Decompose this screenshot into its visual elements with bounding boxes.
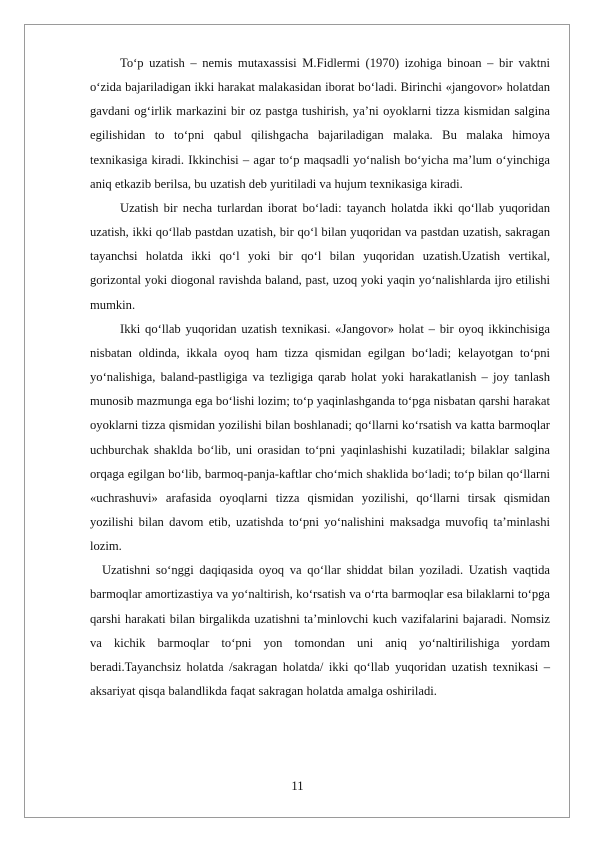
paragraph-passing-definition: To‘p uzatish – nemis mutaxassisi M.Fidlermi (1970) izohiga binoan – bir vaktni o‘zida bajariladigan ikki harakat malakasidan iborat bo‘ladi. Birinchi «jangovor» holatdan gavdani og‘irlik markazini bir oz pastga tushirish, ya’ni oyoklarni tizza kismidan salgina egilishidan to to‘pni qabul qilishgacha bajariladigan malaka. Bu malaka himoya texnikasiga kiradi. Ikkinchisi – agar to‘p maqsadli yo‘nalish bo‘yicha ma’lum o‘yinchiga aniq etkazib berilsa, bu uzatish deb yuritiladi va hujum texnikasiga kiradi.	[90, 56, 550, 191]
document-body	[90, 51, 550, 703]
page-number: 11	[291, 779, 304, 793]
paragraph-final-phase: Uzatishni so‘nggi daqiqasida oyoq va qo‘llar shiddat bilan yoziladi. Uzatish vaqtida barmoqlar amortizastiya va yo‘naltirish, ko‘rsatish va o‘rta barmoqlar esa bilaklarni to‘pga qarshi harakati bilan birgalikda uzatishni ta’minlovchi kuch vazifalarini bajaradi. Nomsiz va kichik barmoqlar to‘pni yon tomondan uni aniq yo‘naltirilishiga yordam beradi.Tayanchsiz holatda /sakragan holatda/ ikki qo‘llab yuqoridan uzatish texnikasi – aksariyat qisqa balandlikda faqat sakragan holatda amalga oshiriladi.	[90, 563, 550, 699]
paragraph-overhead-pass-technique: Ikki qo‘llab yuqoridan uzatish texnikasi. «Jangovor» holat – bir oyoq ikkinchisiga nisbatan oldinda, ikkala oyoq ham tizza qismidan egilgan bo‘ladi; kelayotgan to‘pni yo‘nalishiga, baland-pastligiga va tezligiga qarab holat yoki harakatlanish – joy tanlash munosib mazmunga ega bo‘lishi lozim; to‘p yaqinlashganda to‘pga nisbatan qarshi harakat oyoklarni tizza qismidan yozilishi bilan boshlanadi; qo‘llarni ko‘rsatish va katta barmoqlar uchburchak shaklda bo‘lib, uni orasidan to‘pni yaqinlashishi kuzatiladi; bilaklar salgina orqaga egilgan bo‘lib, barmoq-panja-kaftlar cho‘mich shaklida bo‘ladi; to‘p bilan qo‘llarni «uchrashuvi» arafasida oyoqlarni tizza qismidan yozilishi, qo‘llarni tirsak qismidan yozilishi bilan davom etib, uzatishda to‘pni yo‘nalishini maksadga muvofiq ta’minlashi lozim.	[90, 321, 550, 554]
paragraph-passing-types: Uzatish bir necha turlardan iborat bo‘ladi: tayanch holatda ikki qo‘llab yuqoridan uzatish, ikki qo‘llab pastdan uzatish, bir qo‘l bilan yuqoridan va pastdan uzatish, sakragan tayanchsi holatda ikki qo‘l yoki bir qo‘l bilan yuqoridan uzatish.Uzatish vertikal, gorizontal yoki diogonal ravishda baland, past, uzoq yoki yaqin yo‘nalishlarda ijro etilishi mumkin.	[90, 200, 550, 312]
